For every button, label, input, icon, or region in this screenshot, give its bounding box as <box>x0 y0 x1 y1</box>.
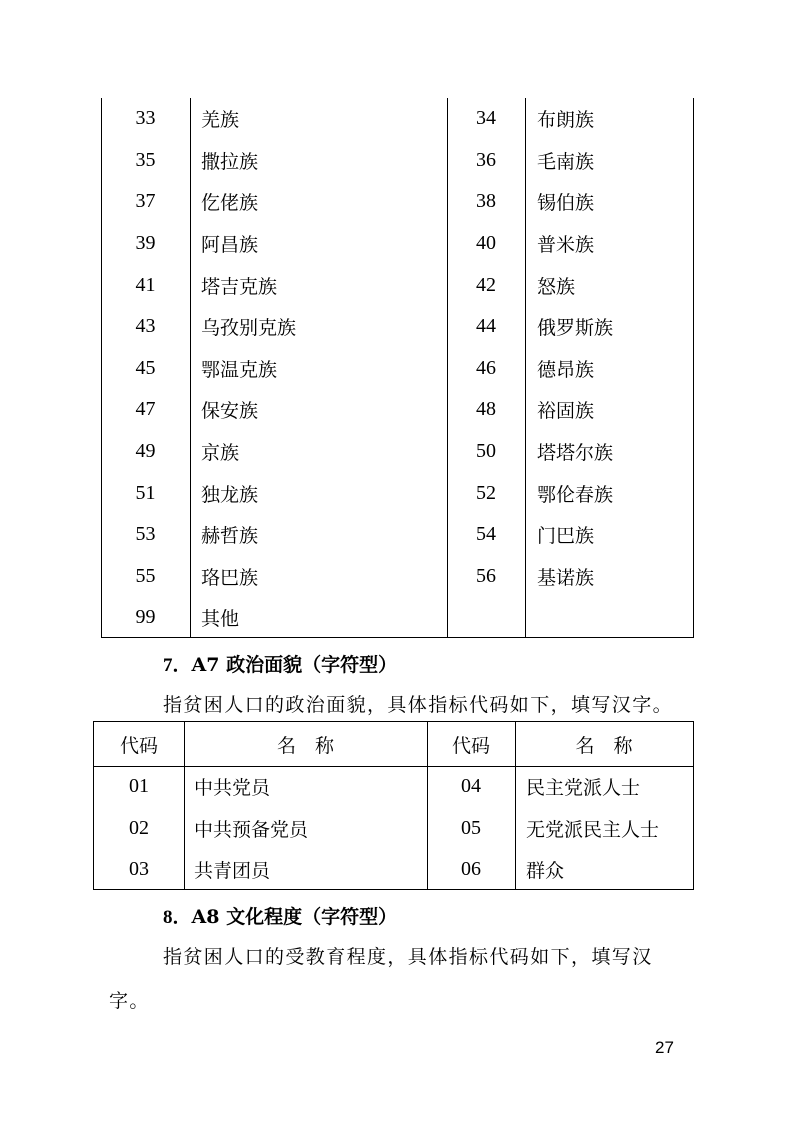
name-cell: 毛南族 <box>537 150 595 173</box>
code-cell: 39 <box>135 232 156 255</box>
name-cell: 群众 <box>526 860 565 883</box>
table-row <box>101 348 694 390</box>
code-cell: 51 <box>135 481 156 504</box>
name-cell: 赫哲族 <box>201 525 259 548</box>
code-cell: 36 <box>476 148 496 171</box>
code-cell: 42 <box>476 273 496 296</box>
name-cell: 民主党派人士 <box>526 777 641 800</box>
table-row <box>101 514 694 556</box>
name-cell: 塔吉克族 <box>201 275 278 298</box>
section-7-heading <box>163 650 397 677</box>
name-cell: 珞巴族 <box>201 566 259 589</box>
table-row <box>101 431 694 473</box>
code-cell: 03 <box>129 858 149 881</box>
code-cell: 45 <box>135 356 156 379</box>
section-title: A7 政治面貌（字符型） <box>191 654 398 676</box>
code-cell: 38 <box>476 190 496 213</box>
name-cell: 仡佬族 <box>201 192 259 215</box>
name-cell: 怒族 <box>537 275 576 298</box>
name-cell: 京族 <box>201 442 240 465</box>
code-cell: 40 <box>476 232 496 255</box>
name-cell: 普米族 <box>537 234 595 257</box>
code-cell: 34 <box>476 107 496 130</box>
name-cell <box>537 597 687 639</box>
name-cell: 中共预备党员 <box>194 818 309 841</box>
code-cell: 44 <box>476 315 496 338</box>
code-cell: 47 <box>135 398 156 421</box>
page-number: 27 <box>655 1038 674 1057</box>
code-cell: 05 <box>461 816 481 839</box>
table-row <box>101 181 694 223</box>
name-cell: 鄂温克族 <box>201 358 278 381</box>
name-cell: 塔塔尔族 <box>537 442 614 465</box>
name-cell: 基诺族 <box>537 566 595 589</box>
code-cell: 55 <box>135 564 156 587</box>
name-cell: 德昂族 <box>537 358 595 381</box>
table-row <box>94 766 693 808</box>
table-row <box>101 98 694 140</box>
code-cell: 54 <box>476 523 496 546</box>
code-cell: 37 <box>135 190 156 213</box>
name-cell: 俄罗斯族 <box>537 317 614 340</box>
name-cell: 其他 <box>201 608 240 631</box>
code-cell: 35 <box>135 148 156 171</box>
code-cell: 52 <box>476 481 496 504</box>
code-cell: 48 <box>476 398 496 421</box>
code-cell: 33 <box>135 107 156 130</box>
code-cell: 99 <box>135 606 156 629</box>
table-header-cell: 代码 <box>119 734 158 757</box>
table-row <box>101 389 694 431</box>
name-cell: 乌孜别克族 <box>201 317 297 340</box>
table-row <box>101 264 694 306</box>
table-row <box>101 306 694 348</box>
code-cell: 02 <box>129 816 149 839</box>
table-row <box>101 472 694 514</box>
section-title: A8 文化程度（字符型） <box>191 906 398 928</box>
table-row <box>101 140 694 182</box>
name-cell: 保安族 <box>201 400 259 423</box>
table-header-cell: 名 称 <box>276 734 334 757</box>
name-cell: 阿昌族 <box>201 234 259 257</box>
table-row <box>94 849 693 891</box>
name-cell: 独龙族 <box>201 483 259 506</box>
code-cell: 56 <box>476 564 496 587</box>
table-header-cell: 代码 <box>451 734 490 757</box>
section-7-description: 指贫困人口的政治面貌，具体指标代码如下，填写汉字。 <box>163 694 674 716</box>
name-cell: 锡伯族 <box>537 192 595 215</box>
table-row <box>101 597 694 639</box>
political-status-table <box>93 721 694 890</box>
name-cell: 撒拉族 <box>201 150 259 173</box>
code-cell: 46 <box>476 356 496 379</box>
name-cell: 共青团员 <box>194 860 271 883</box>
section-8-description-line1: 指贫困人口的受教育程度，具体指标代码如下，填写汉 <box>163 946 653 968</box>
code-cell <box>447 597 525 639</box>
table-row <box>101 556 694 598</box>
section-number: 8． <box>163 907 192 928</box>
name-cell: 羌族 <box>201 109 240 132</box>
code-cell: 53 <box>135 523 156 546</box>
code-cell: 41 <box>135 273 156 296</box>
name-cell: 无党派民主人士 <box>526 818 660 841</box>
table-row <box>94 808 693 850</box>
section-number: 7． <box>163 655 192 676</box>
code-cell: 06 <box>461 858 481 881</box>
name-cell: 布朗族 <box>537 109 595 132</box>
code-cell: 43 <box>135 315 156 338</box>
code-cell: 49 <box>135 440 156 463</box>
ethnic-code-table <box>101 98 694 638</box>
table-row <box>101 223 694 265</box>
name-cell: 裕固族 <box>537 400 595 423</box>
table-header-cell: 名 称 <box>575 734 633 757</box>
name-cell: 门巴族 <box>537 525 595 548</box>
code-cell: 04 <box>461 775 481 798</box>
section-8-description-line2: 字。 <box>109 990 150 1012</box>
name-cell: 鄂伦春族 <box>537 483 614 506</box>
name-cell: 中共党员 <box>194 777 271 800</box>
code-cell: 50 <box>476 440 496 463</box>
code-cell: 01 <box>129 775 149 798</box>
section-8-heading <box>163 902 397 929</box>
